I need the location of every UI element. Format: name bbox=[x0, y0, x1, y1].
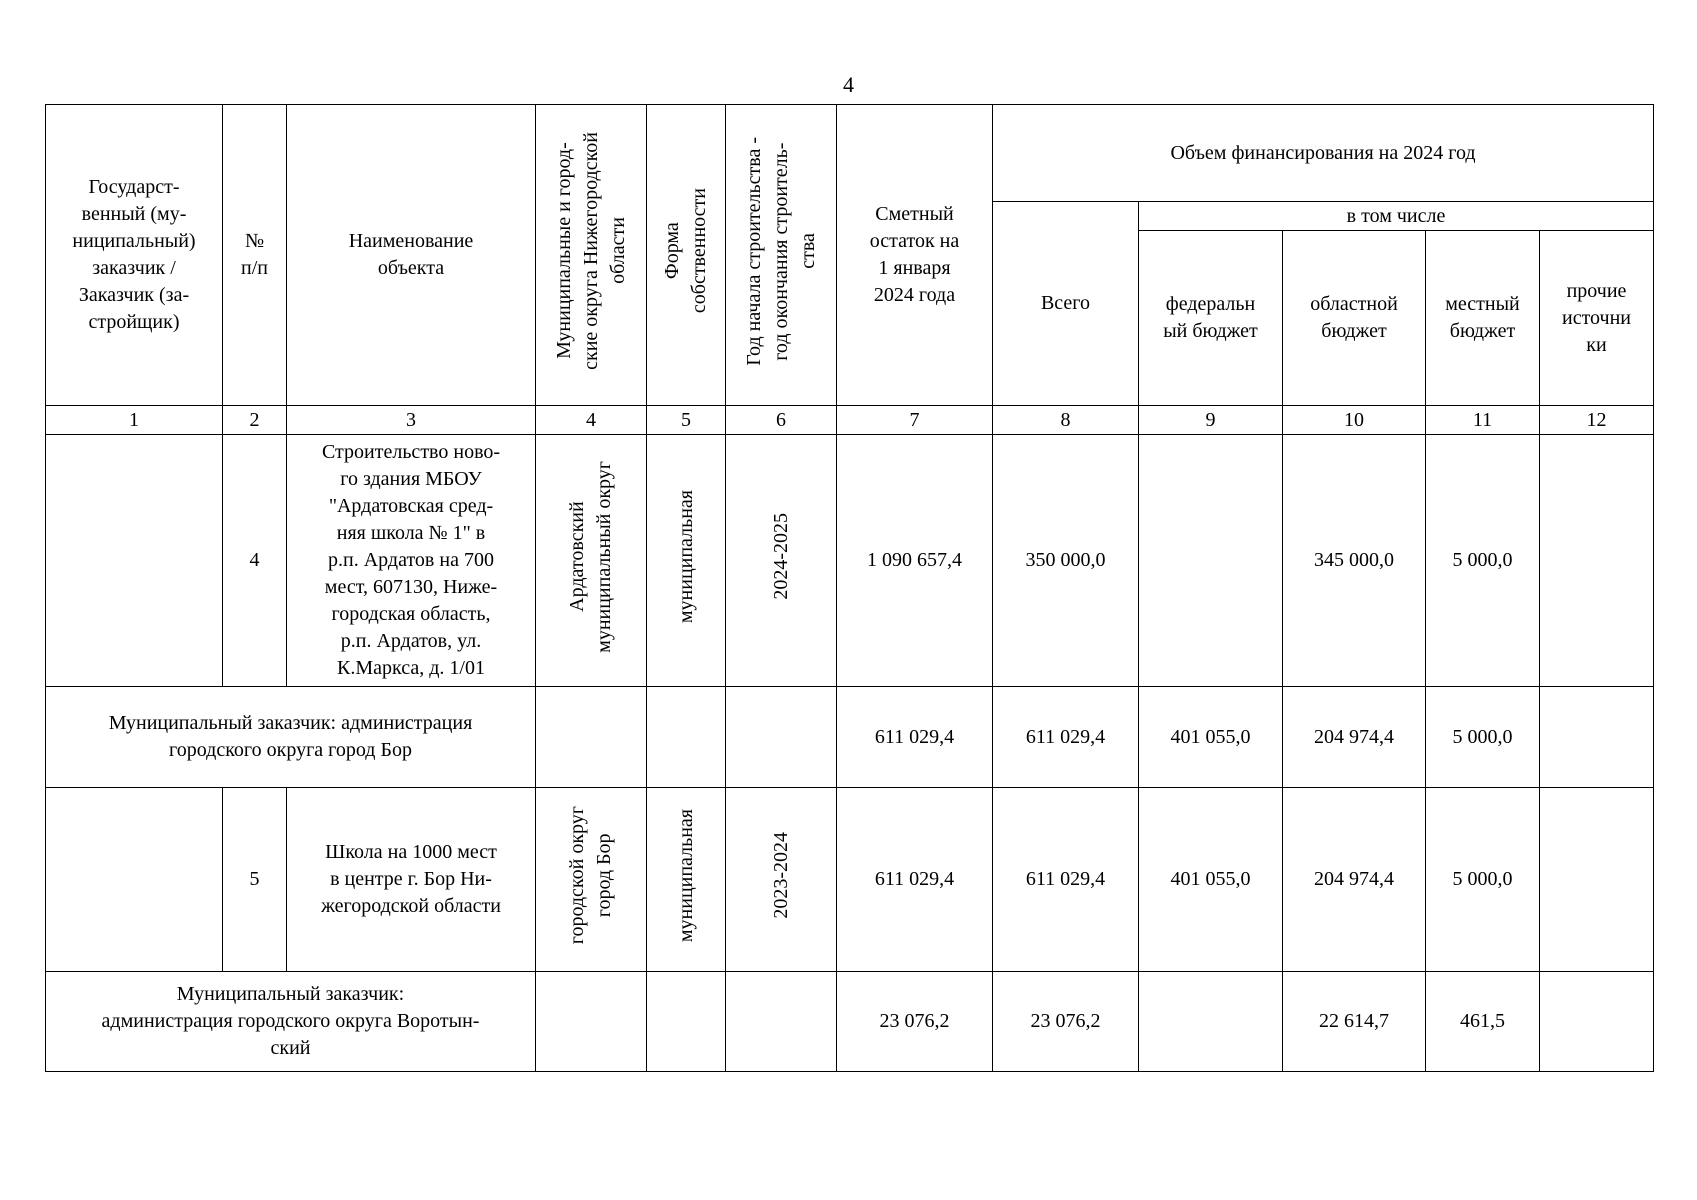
financing-table bbox=[45, 104, 1654, 1072]
header-number: № п/п bbox=[223, 105, 287, 406]
total: 350 000,0 bbox=[993, 435, 1139, 687]
table-row bbox=[46, 687, 1654, 788]
column-number: 9 bbox=[1139, 406, 1283, 435]
local: 5 000,0 bbox=[1426, 435, 1540, 687]
regional: 22 614,7 bbox=[1283, 972, 1426, 1072]
other bbox=[1540, 687, 1654, 788]
federal: 401 055,0 bbox=[1139, 687, 1283, 788]
column-number: 11 bbox=[1426, 406, 1540, 435]
district: Ардатовский муниципальный округ bbox=[536, 435, 647, 687]
years bbox=[726, 972, 837, 1072]
other bbox=[1540, 972, 1654, 1072]
total: 23 076,2 bbox=[993, 972, 1139, 1072]
years: 2024-2025 bbox=[726, 435, 837, 687]
header-district: Муниципальные и город- ские округа Нижегородской области bbox=[536, 105, 647, 406]
federal: 401 055,0 bbox=[1139, 788, 1283, 972]
district: городской округ город Бор bbox=[536, 788, 647, 972]
other bbox=[1540, 788, 1654, 972]
object-name: Школа на 1000 мест в центре г. Бор Ни- жегородской области bbox=[287, 788, 536, 972]
column-number: 2 bbox=[223, 406, 287, 435]
column-number: 7 bbox=[837, 406, 993, 435]
header-customer: Государст- венный (му- ниципальный) заказчик / Заказчик (за- стройщик) bbox=[46, 105, 223, 406]
row-number: 4 bbox=[223, 435, 287, 687]
table-row bbox=[46, 788, 1654, 972]
column-number: 1 bbox=[46, 406, 223, 435]
district bbox=[536, 972, 647, 1072]
remainder: 1 090 657,4 bbox=[837, 435, 993, 687]
header-ownership: Форма собственности bbox=[647, 105, 726, 406]
object-name: Строительство ново- го здания МБОУ "Ардатовская сред- няя школа № 1" в р.п. Ардатов на 700 мест, 607130, Ниже- городская область, р.п. Ардатов, ул. К.Маркса, д. 1/01 bbox=[287, 435, 536, 687]
header-other: прочие источни ки bbox=[1540, 231, 1654, 406]
other bbox=[1540, 435, 1654, 687]
table-row bbox=[46, 435, 1654, 687]
ownership: муниципальная bbox=[647, 435, 726, 687]
header-federal: федеральн ый бюджет bbox=[1139, 231, 1283, 406]
customer-cell bbox=[46, 435, 223, 687]
remainder: 611 029,4 bbox=[837, 788, 993, 972]
column-number: 3 bbox=[287, 406, 536, 435]
header-years: Год начала строительства - год окончания строитель- ства bbox=[726, 105, 837, 406]
table-row bbox=[46, 972, 1654, 1072]
header-row-1 bbox=[46, 105, 1654, 202]
column-number: 12 bbox=[1540, 406, 1654, 435]
regional: 345 000,0 bbox=[1283, 435, 1426, 687]
district bbox=[536, 687, 647, 788]
total: 611 029,4 bbox=[993, 788, 1139, 972]
federal bbox=[1139, 972, 1283, 1072]
local: 461,5 bbox=[1426, 972, 1540, 1072]
regional: 204 974,4 bbox=[1283, 687, 1426, 788]
regional: 204 974,4 bbox=[1283, 788, 1426, 972]
remainder: 23 076,2 bbox=[837, 972, 993, 1072]
column-number: 5 bbox=[647, 406, 726, 435]
header-object-name: Наименование объекта bbox=[287, 105, 536, 406]
column-number: 4 bbox=[536, 406, 647, 435]
ownership bbox=[647, 687, 726, 788]
customer-summary: Муниципальный заказчик: администрация городского округа Воротын- ский bbox=[46, 972, 536, 1072]
customer-cell bbox=[46, 788, 223, 972]
local: 5 000,0 bbox=[1426, 788, 1540, 972]
remainder: 611 029,4 bbox=[837, 687, 993, 788]
header-financing: Объем финансирования на 2024 год bbox=[993, 105, 1654, 202]
header-remainder: Сметный остаток на 1 января 2024 года bbox=[837, 105, 993, 406]
column-number: 10 bbox=[1283, 406, 1426, 435]
years: 2023-2024 bbox=[726, 788, 837, 972]
page-number: 4 bbox=[843, 72, 854, 97]
total: 611 029,4 bbox=[993, 687, 1139, 788]
header-regional: областной бюджет bbox=[1283, 231, 1426, 406]
ownership bbox=[647, 972, 726, 1072]
local: 5 000,0 bbox=[1426, 687, 1540, 788]
federal bbox=[1139, 435, 1283, 687]
column-numbers-row bbox=[46, 406, 1654, 435]
years bbox=[726, 687, 837, 788]
row-number: 5 bbox=[223, 788, 287, 972]
header-including: в том числе bbox=[1139, 202, 1654, 231]
header-local: местный бюджет bbox=[1426, 231, 1540, 406]
header-total: Всего bbox=[993, 202, 1139, 406]
customer-summary: Муниципальный заказчик: администрация городского округа город Бор bbox=[46, 687, 536, 788]
column-number: 6 bbox=[726, 406, 837, 435]
ownership: муниципальная bbox=[647, 788, 726, 972]
column-number: 8 bbox=[993, 406, 1139, 435]
